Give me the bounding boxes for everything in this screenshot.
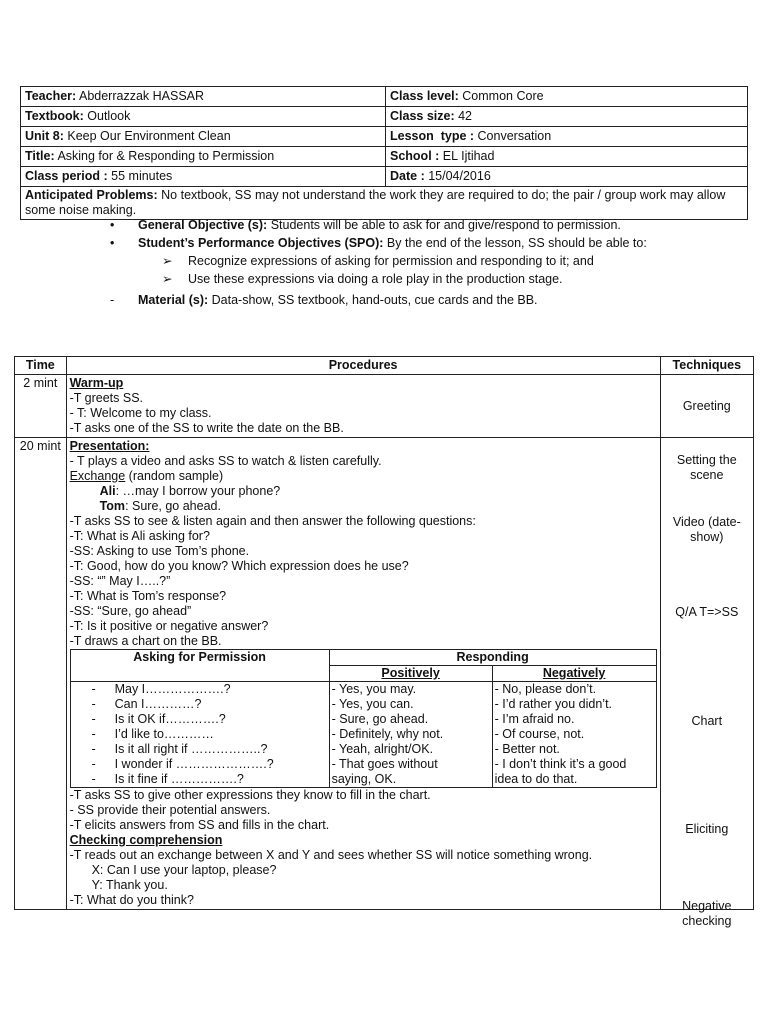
textbook-value: Outlook — [87, 109, 131, 123]
procedure-line: -T: What is Ali asking for? — [69, 529, 210, 543]
textbook-cell — [21, 107, 386, 127]
class-level-label: Class level: — [390, 89, 459, 103]
spo-label: Student’s Performance Objectives (SPO): — [138, 236, 384, 250]
general-objective-label: General Objective (s): — [138, 218, 268, 232]
warmup-procedures — [66, 375, 660, 438]
presentation-time: 20 mint — [15, 438, 67, 910]
techniques-header: Techniques — [660, 357, 753, 375]
dialogue-line-x: X: Can I use your laptop, please? — [91, 863, 277, 877]
dash-bullet: - — [91, 727, 96, 741]
asking-item — [73, 712, 327, 727]
general-objective-text: Students will be able to ask for and give/respond to permission. — [270, 218, 621, 232]
material-line — [110, 293, 680, 308]
exchange-line — [70, 469, 657, 484]
exchange-label: Exchange — [69, 469, 126, 483]
asking-text: May I……………….? — [114, 682, 231, 696]
technique-greeting: Greeting — [660, 375, 753, 438]
asking-text: I wonder if ………………….? — [114, 757, 274, 771]
dash-bullet: - — [91, 742, 96, 756]
dash-bullet: - — [91, 772, 96, 786]
dash-bullet: - — [91, 757, 96, 771]
dash-bullet: - — [91, 697, 96, 711]
procedure-line: -T: Good, how do you know? Which expression does he use? — [69, 559, 409, 573]
dialogue-line-tom — [70, 499, 657, 514]
title-label: Title: — [25, 149, 55, 163]
presentation-techniques — [660, 438, 753, 928]
time-header: Time — [15, 357, 67, 375]
dash-bullet: - — [91, 712, 96, 726]
asking-item — [73, 697, 327, 712]
material-text: Data-show, SS textbook, hand-outs, cue cards and the BB. — [211, 293, 538, 307]
procedure-line: -T elicits answers from SS and fills in the chart. — [69, 818, 330, 832]
warmup-row — [15, 375, 754, 438]
negative-column — [492, 682, 656, 788]
dash-bullet: - — [91, 682, 96, 696]
positively-header: Positively — [329, 666, 492, 682]
teacher-cell — [21, 87, 386, 107]
info-row — [21, 107, 748, 127]
date-value: 15/04/2016 — [428, 169, 491, 183]
bullet-icon: • — [110, 236, 115, 250]
technique-negative-checking: Negative checking — [682, 899, 732, 928]
positive-column — [329, 682, 492, 788]
positive-response: - That goes without — [331, 757, 438, 771]
procedure-line: -T asks one of the SS to write the date on the BB. — [69, 421, 344, 435]
teacher-value: Abderrazzak HASSAR — [78, 89, 205, 103]
dash-bullet: - — [110, 293, 115, 307]
procedure-line: -T: Is it positive or negative answer? — [69, 619, 269, 633]
period-value: 55 minutes — [111, 169, 173, 183]
procedure-line: -T: What is Tom’s response? — [69, 589, 227, 603]
period-cell — [21, 167, 386, 187]
asking-item — [73, 772, 327, 787]
title-cell — [21, 147, 386, 167]
procedure-line: -SS: Asking to use Tom’s phone. — [69, 544, 250, 558]
negative-response: - I don’t think it’s a good — [494, 757, 627, 771]
lesson-info-table — [20, 86, 748, 220]
date-cell — [386, 167, 748, 187]
chart-header-row — [70, 650, 656, 666]
asking-item — [73, 757, 327, 772]
speaker-name: Ali — [99, 484, 116, 498]
procedure-line: -T asks SS to see & listen again and then answer the following questions: — [69, 514, 476, 528]
arrow-bullet-icon: ➢ — [162, 272, 173, 286]
teacher-label: Teacher: — [25, 89, 77, 103]
spo-item — [110, 272, 680, 287]
positive-response: - Yes, you can. — [331, 697, 414, 711]
negative-response: - I’m afraid no. — [494, 712, 575, 726]
negative-response: - No, please don’t. — [494, 682, 597, 696]
procedure-line: -SS: “” May I…..?” — [69, 574, 171, 588]
lesson-type-label: Lesson type : — [390, 129, 475, 143]
responding-header: Responding — [329, 650, 656, 666]
asking-item — [73, 727, 327, 742]
chart-body-row — [70, 682, 656, 788]
class-size-cell — [386, 107, 748, 127]
bullet-icon: • — [110, 218, 115, 232]
info-row — [21, 167, 748, 187]
problems-cell — [21, 187, 748, 220]
unit-value: Keep Our Environment Clean — [67, 129, 231, 143]
technique-qa: Q/A T=>SS — [675, 605, 739, 619]
problems-value: No textbook, SS may not understand the work they are required to do; the pair / group work may allow some noise making. — [25, 188, 726, 217]
checking-heading: Checking comprehension — [69, 833, 223, 847]
negative-response: - I’d rather you didn’t. — [494, 697, 613, 711]
school-cell — [386, 147, 748, 167]
technique-video: Video (date-show) — [672, 515, 741, 544]
permission-chart — [70, 649, 657, 788]
info-row — [21, 87, 748, 107]
info-row — [21, 127, 748, 147]
procedure-line: -T draws a chart on the BB. — [69, 634, 222, 648]
asking-item — [73, 742, 327, 757]
procedures-table — [14, 356, 754, 928]
period-label: Class period : — [25, 169, 108, 183]
positive-response: - Yeah, alright/OK. — [331, 742, 434, 756]
spo-item-text: Use these expressions via doing a role play in the production stage. — [188, 272, 563, 286]
procedure-line: -T reads out an exchange between X and Y and sees whether SS will notice something wrong. — [69, 848, 593, 862]
negative-response: idea to do that. — [494, 772, 578, 786]
exchange-note: (random sample) — [125, 469, 224, 483]
presentation-procedures — [66, 438, 660, 910]
unit-cell — [21, 127, 386, 147]
arrow-bullet-icon: ➢ — [162, 254, 173, 268]
spo-text: By the end of the lesson, SS should be able to: — [386, 236, 647, 250]
lesson-type-cell — [386, 127, 748, 147]
asking-text: Is it OK if………….? — [114, 712, 226, 726]
asking-header: Asking for Permission — [70, 650, 329, 682]
negative-response: - Better not. — [494, 742, 560, 756]
asking-text: I’d like to………… — [114, 727, 214, 741]
technique-setting: Setting the scene — [676, 453, 737, 482]
spo-item — [110, 254, 680, 269]
procedure-line: - T: Welcome to my class. — [69, 406, 212, 420]
unit-label: Unit 8: — [25, 129, 64, 143]
info-row — [21, 187, 748, 220]
date-label: Date : — [390, 169, 425, 183]
asking-text: Can I…………? — [114, 697, 202, 711]
warmup-time: 2 mint — [15, 375, 67, 438]
positive-response: saying, OK. — [331, 772, 397, 786]
negatively-header: Negatively — [492, 666, 656, 682]
lesson-type-value: Conversation — [477, 129, 552, 143]
procedure-line: -SS: “Sure, go ahead” — [69, 604, 192, 618]
dialogue-text: : Sure, go ahead. — [125, 499, 221, 513]
dialogue-line-y: Y: Thank you. — [91, 878, 168, 892]
asking-text: Is it fine if …………….? — [114, 772, 244, 786]
objectives-section — [110, 218, 680, 308]
speaker-name: Tom — [99, 499, 126, 513]
positive-response: - Definitely, why not. — [331, 727, 444, 741]
material-label: Material (s): — [138, 293, 209, 307]
dialogue-line-ali — [70, 484, 657, 499]
procedures-header-row — [15, 357, 754, 375]
class-size-value: 42 — [458, 109, 473, 123]
procedure-line: - T plays a video and asks SS to watch & listen carefully. — [69, 454, 382, 468]
procedure-line: - SS provide their potential answers. — [69, 803, 271, 817]
class-level-value: Common Core — [462, 89, 544, 103]
positive-response: - Yes, you may. — [331, 682, 417, 696]
asking-text: Is it all right if ……………..? — [114, 742, 268, 756]
warmup-heading: Warm-up — [69, 376, 124, 390]
title-value: Asking for & Responding to Permission — [57, 149, 275, 163]
procedure-line: -T: What do you think? — [69, 893, 194, 907]
spo-objective — [110, 236, 680, 251]
school-value: EL Ijtihad — [442, 149, 495, 163]
info-row — [21, 147, 748, 167]
procedures-header: Procedures — [66, 357, 660, 375]
technique-chart: Chart — [691, 714, 723, 728]
presentation-heading: Presentation: — [69, 439, 150, 453]
dialogue-text: : …may I borrow your phone? — [115, 484, 281, 498]
presentation-row — [15, 438, 754, 910]
asking-item — [73, 682, 327, 697]
class-level-cell — [386, 87, 748, 107]
problems-label: Anticipated Problems: — [25, 188, 158, 202]
procedure-line: -T greets SS. — [69, 391, 144, 405]
textbook-label: Textbook: — [25, 109, 84, 123]
negative-response: - Of course, not. — [494, 727, 585, 741]
technique-eliciting: Eliciting — [685, 822, 729, 836]
procedure-line: -T asks SS to give other expressions they know to fill in the chart. — [69, 788, 431, 802]
class-size-label: Class size: — [390, 109, 455, 123]
positive-response: - Sure, go ahead. — [331, 712, 429, 726]
spo-item-text: Recognize expressions of asking for permission and responding to it; and — [188, 254, 594, 268]
general-objective — [110, 218, 680, 233]
school-label: School : — [390, 149, 440, 163]
asking-column — [70, 682, 329, 788]
